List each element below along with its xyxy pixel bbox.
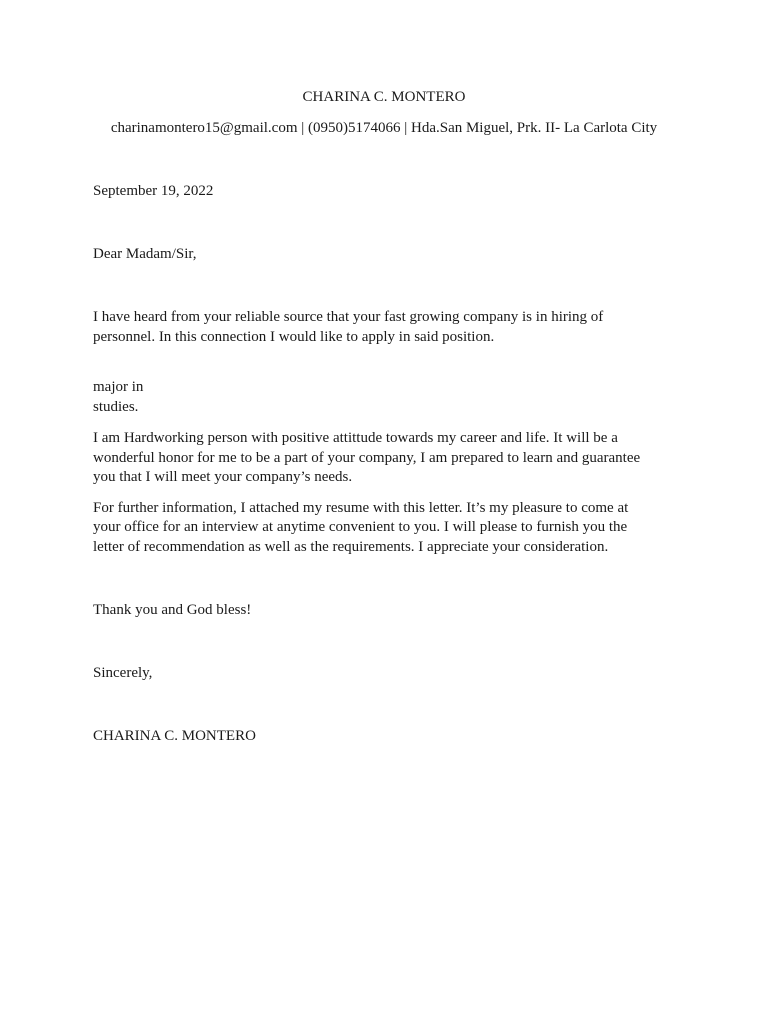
paragraph-2-line-3: you that I will meet your company’s needs. bbox=[93, 469, 353, 485]
letter-date: September 19, 2022 bbox=[93, 183, 214, 199]
signature-name: CHARINA C. MONTERO bbox=[93, 728, 256, 744]
fragment-line-2: studies. bbox=[93, 399, 139, 415]
valediction: Sincerely, bbox=[93, 665, 153, 681]
paragraph-3-line-1: For further information, I attached my resume with this letter. It’s my pleasure to come at bbox=[93, 500, 629, 516]
paragraph-3-line-3: letter of recommendation as well as the requirements. I appreciate your consideration. bbox=[93, 539, 609, 555]
fragment-line-1: major in bbox=[93, 379, 144, 395]
header-name: CHARINA C. MONTERO bbox=[302, 89, 466, 105]
paragraph-3-line-2: your office for an interview at anytime convenient to you. I will please to furnish you the bbox=[93, 519, 628, 535]
paragraph-1-line-1: I have heard from your reliable source that your fast growing company is in hiring of bbox=[93, 309, 604, 325]
paragraph-1-line-2: personnel. In this connection I would like to apply in said position. bbox=[93, 329, 495, 345]
header-contact: charinamontero15@gmail.com | (0950)5174066 | Hda.San Miguel, Prk. II- La Carlota City bbox=[110, 120, 658, 136]
closing-thanks: Thank you and God bless! bbox=[93, 602, 252, 618]
paragraph-2-line-1: I am Hardworking person with positive attittude towards my career and life. It will be a bbox=[93, 430, 618, 446]
salutation: Dear Madam/Sir, bbox=[93, 246, 197, 262]
paragraph-2-line-2: wonderful honor for me to be a part of your company, I am prepared to learn and guarantee bbox=[93, 450, 641, 466]
